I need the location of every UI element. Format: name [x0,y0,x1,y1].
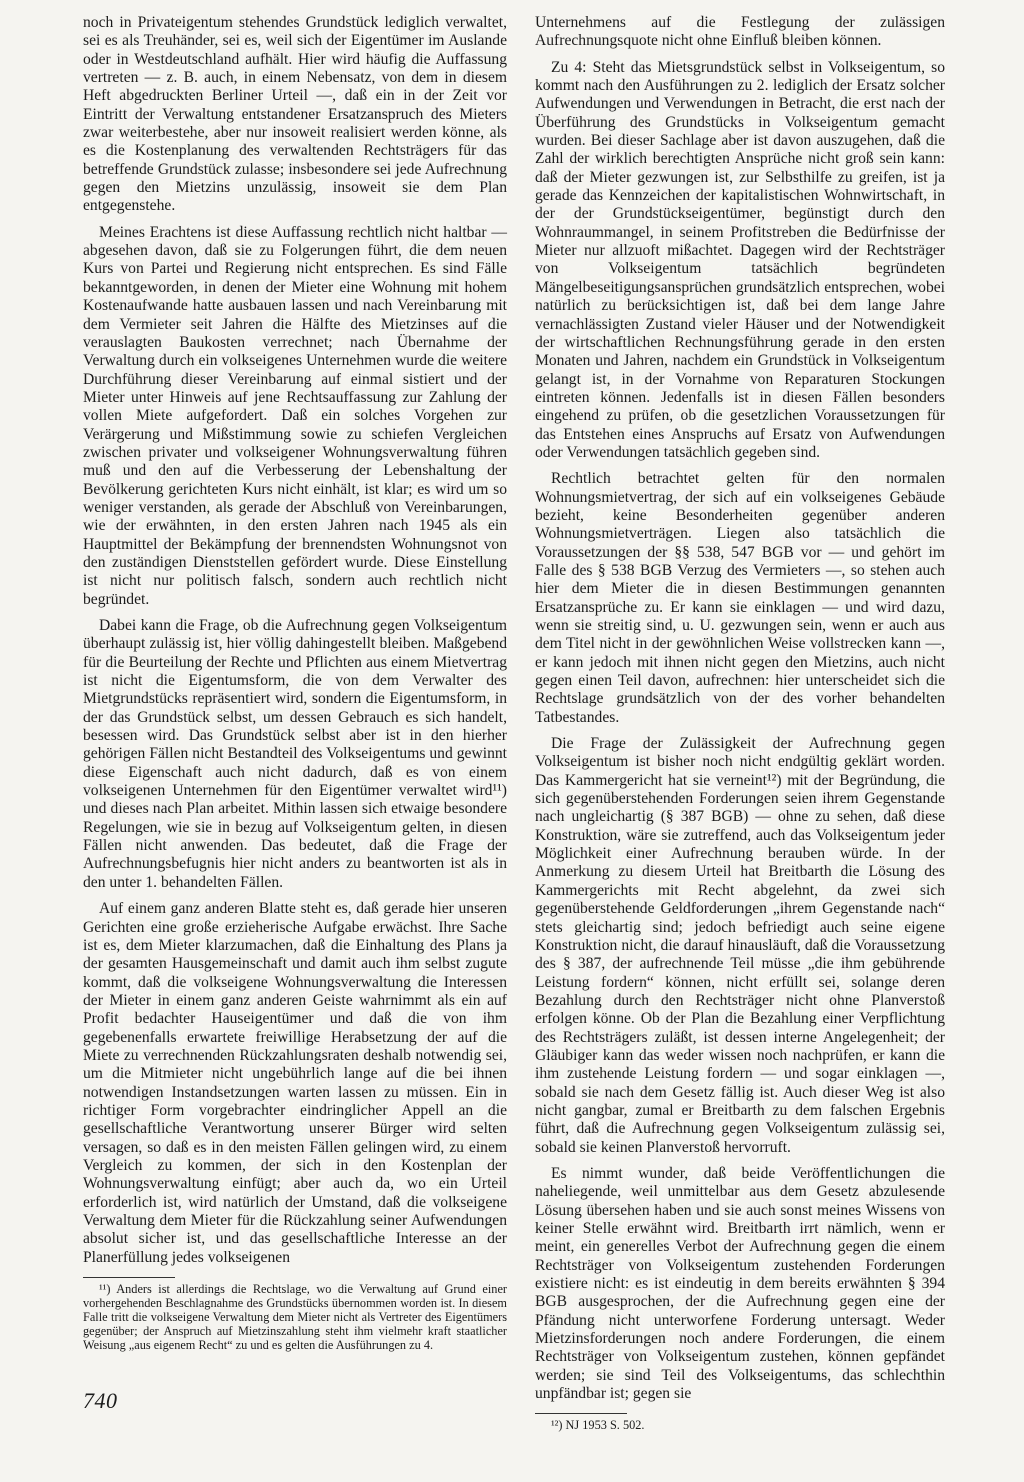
paragraph: Es nimmt wunder, daß beide Veröffentlichungen die naheliegende, weil unmittelbar aus dem Gesetz abzulesende Lösung übersehen haben und sie auch sonst meines Wissens von keiner Stelle erwähnt wird. Breitbarth irrt nämlich, wenn er meint, ein generelles Verbot der Aufrechnung gegen die einem Rechtsträger von Volkseigentum zustehenden Forderungen existiere nicht: es ist eindeutig in dem bereits erwähnten § 394 BGB ausgesprochen, der die Aufrechnung gegen eine der Pfändung nicht unterworfene Forderung untersagt. Weder Mietzinsforderungen noch andere Forderungen, die einem Rechtsträger von Volkseigentum zustehen, können gepfändet werden; sie sind Teil des Volkseigentums, das schlechthin unpfändbar ist; gegen sie [535,1164,945,1403]
paragraph: Meines Erachtens ist diese Auffassung rechtlich nicht haltbar — abgesehen davon, daß sie zu Folgerungen führt, die dem neuen Kurs von Partei und Regierung nicht entsprechen. Es sind Fälle bekanntgeworden, in denen der Mieter eine Wohnung mit hohem Kostenaufwande hatte ausbauen lassen und nach Vereinbarung mit dem Vermieter seit Jahren die Hälfte des Mietzinses auf die verauslagten Baukosten verrechnet; nach Übernahme der Verwaltung durch ein volkseigenes Unternehmen wurde die weitere Durchführung dieser Vereinbarung auf einmal sistiert und der Mieter unter Hinweis auf jene Rechtsauffassung zur Zahlung der vollen Miete aufgefordert. Daß ein solches Vorgehen zur Verärgerung und Mißstimmung sowie zu schiefen Vergleichen zwischen privater und volkseigener Wohnungsverwaltung führen muß und den auf die Verbesserung der Lebenshaltung der Bevölkerung gerichteten Kurs nicht einhält, ist klar; es wird um so weniger verstanden, als gerade der Abschluß von Vereinbarungen, wie der erwähnten, in den ersten Jahren nach 1945 als ein Hauptmittel der Bekämpfung der brennendsten Wohnungsnot von den zuständigen Dienststellen gefördert wurde. Diese Einstellung ist nicht nur politisch falsch, sondern auch rechtlich nicht begründet. [83,223,507,608]
page-number: 740 [83,1388,118,1413]
paragraph: Dabei kann die Frage, ob die Aufrechnung gegen Volkseigentum überhaupt zulässig ist, hier völlig dahingestellt bleiben. Maßgebend für die Beurteilung der Rechte und Pflichten aus einem Mietvertrag ist nicht die Eigentumsform, die von dem Verwalter des Mietgrundstücks repräsentiert wird, sondern die Eigentumsform, in der das Grundstück selbst, um dessen Gebrauch es sich handelt, besessen wird. Das Grundstück selbst aber ist in den hierher gehörigen Fällen nicht Bestandteil des Volkseigentums und gewinnt diese Eigenschaft auch nicht dadurch, daß es von einem volkseigenen Unternehmen für den Eigentümer verwaltet wird¹¹) und dieses nach Plan arbeitet. Mithin lassen sich etwaige besondere Regelungen, wie sie in bezug auf Volkseigentum gelten, in diesen Fällen nicht anwenden. Das bedeutet, daß die Frage der Aufrechnungsbefugnis hier nicht anders zu beantworten ist als in den unter 1. behandelten Fällen. [83,617,507,891]
paragraph: noch in Privateigentum stehendes Grundstück lediglich verwaltet, sei es als Treuhänder, sei es, weil sich der Eigentümer im Auslande oder in Westdeutschland aufhält. Hier wird häufig die Auffassung vertreten — z. B. auch, in einem Nebensatz, von dem in diesem Heft abgedruckten Berliner Urteil —, daß ein in der Zeit vor Eintritt der Verwaltung entstandener Ersatzanspruch des Mieters zwar weiterbestehe, aber nur insoweit realisiert werden könne, als es die Kostenplanung des verwaltenden Rechtsträgers für das betreffende Grundstück zulasse; insbesondere sei jede Aufrechnung gegen den Mietzins unzulässig, insoweit sie dem Plan entgegenstehe. [83,14,507,215]
footnote-divider [535,1413,627,1414]
footnote-11: ¹¹) Anders ist allerdings die Rechtslage, wo die Verwaltung auf Grund einer vorhergehenden Beschlagnahme des Grundstücks übernommen worden ist. In diesem Falle tritt die volkseigene Verwaltung dem Mieter nicht als Vertreter des Eigentümers gegenüber; der Anspruch auf Mietzinszahlung steht ihm vielmehr kraft staatlicher Weisung „aus eigenem Recht“ zu und es gelten die Ausführungen zu 4. [83,1282,507,1353]
paragraph: Rechtlich betrachtet gelten für den normalen Wohnungsmietvertrag, der sich auf ein volkseigenes Gebäude bezieht, keine Besonderheiten gegenüber anderen Wohnungsmietverträgen. Liegen also tatsächlich die Voraussetzungen der §§ 538, 547 BGB vor — und gehört im Falle des § 538 BGB Verzug des Vermieters —, so stehen auch hier dem Mieter die in diesen Bestimmungen genannten Ersatzansprüche zu. Er kann sie einklagen — und wird dazu, wenn sie streitig sind, u. U. gezwungen sein, wenn er auch aus dem Titel nicht in der gewöhnlichen Weise vollstrecken kann —, er kann jedoch mit ihnen nicht gegen den Mietzins, auch nicht gegen einen Teil davon, aufrechnen: hier unterscheidet sich die Rechtslage grundsätzlich von der des vorher behandelten Tatbestandes. [535,470,945,726]
paragraph: Unternehmens auf die Festlegung der zulässigen Aufrechnungsquote nicht ohne Einfluß bleiben können. [535,14,945,50]
paragraph: Zu 4: Steht das Mietsgrundstück selbst in Volkseigentum, so kommt nach den Ausführungen zu 2. lediglich der Ersatz solcher Aufwendungen und Verwendungen in Betracht, die erst nach der Überführung des Grundstücks in Volkseigentum gemacht wurden. Bei dieser Sachlage aber ist davon auszugehen, daß die Zahl der wirklich berechtigten Ansprüche nicht groß sein kann: daß der Mieter gezwungen ist, zur Selbsthilfe zu greifen, ist ja gerade das Kennzeichen der kapitalistischen Wohnwirtschaft, in der der Grundstückseigentümer, begünstigt durch den Wohnraummangel, in seinem Profitstreben die Bedürfnisse der Mieter nur allzuoft mißachtet. Dagegen wird der Rechtsträger von Volkseigentum tatsächlich begründeten Mängelbeseitigungsansprüchen grundsätzlich entsprechen, wobei natürlich zu berücksichtigen ist, daß bei dem lange Jahre vernachlässigten Zustand vieler Häuser und der Notwendigkeit der wirtschaftlichen Rechnungsführung gerade in den ersten Monaten und Jahren, nachdem ein Grundstück in Volkseigentum gelangt ist, in der Vornahme von Reparaturen Stockungen eintreten können. Jedenfalls ist in diesen Fällen besonders eingehend zu prüfen, ob die gesetzlichen Voraussetzungen für das Entstehen eines Anspruchs auf Ersatz von Aufwendungen oder Verwendungen tatsächlich gegeben sind. [535,58,945,461]
footnote-12: ¹²) NJ 1953 S. 502. [551,1418,645,1433]
paragraph: Auf einem ganz anderen Blatte steht es, daß gerade hier unseren Gerichten eine große erzieherische Aufgabe erwächst. Ihre Sache ist es, dem Mieter klarzumachen, daß die Einhaltung des Plans ja der gesamten Hausgemeinschaft und damit auch ihm selbst zugute kommt, daß die volkseigene Wohnungsverwaltung die Interessen der Mieter in einem ganz anderen Geiste wahrnimmt als ein auf Profit bedachter Hauseigentümer und daß die von ihm gegebenenfalls erwartete freiwillige Herabsetzung der auf die Miete zu verrechnenden Rückzahlungsraten deshalb notwendig sei, um die Mitmieter nicht ungebührlich lange auf die bei ihnen notwendigen Instandsetzungen warten lassen zu müssen. Ein in richtiger Form vorgebrachter eindringlicher Appell an die gesellschaftliche Verantwortung unserer Bürger wird selten versagen, so daß es in den meisten Fällen gelingen wird, zu einem Vergleich zu kommen, der sich in den Kostenplan der Wohnungsverwaltung einfügt; aber auch da, wo ein Urteil erforderlich ist, wird natürlich der Umstand, daß die volkseigene Verwaltung dem Mieter für die Rückzahlung seiner Aufwendungen absolut sicher ist, und das gesellschaftliche Interesse an der Planerfüllung jedes volkseigenen [83,900,507,1266]
paragraph: Die Frage der Zulässigkeit der Aufrechnung gegen Volkseigentum ist bisher noch nicht endgültig geklärt worden. Das Kammergericht hat sie verneint¹²) mit der Begründung, die sich gegenüberstehenden Forderungen seien ihrem Gegenstande nach ungleichartig (§ 387 BGB) — ohne zu sehen, daß diese Konstruktion, wäre sie zutreffend, auch das Volkseigentum jeder Möglichkeit einer Aufrechnung berauben würde. In der Anmerkung zu diesem Urteil hat Breitbarth die Lösung des Kammergerichts mit Recht abgelehnt, da zwei sich gegenüberstehende Geldforderungen „ihrem Gegenstande nach“ stets gleichartig sind; jedoch befriedigt auch seine eigene Konstruktion nicht, die darauf hinausläuft, daß die Voraussetzung des § 387, der aufrechnende Teil müsse „die ihm gebührende Leistung fordern“ können, nicht erfüllt sei, solange deren Bezahlung durch den Rechtsträger nicht ohne Planverstoß erfolgen könne. Ob der Plan die Bezahlung einer Verpflichtung des Rechtsträgers zuläßt, ist dessen interne Angelegenheit; der Gläubiger kann das weder wissen noch nachprüfen, er kann die ihm zustehende Leistung fordern — und sogar einklagen —, sobald sie nach dem Gesetz fällig ist. Auch dieser Weg ist also nicht gangbar, zumal er Breitbarth zu dem falschen Ergebnis führt, daß die Aufrechnung gegen Volkseigentum zulässig sei, sobald sie keinen Planverstoß hervorruft. [535,735,945,1156]
right-column [535,14,945,1441]
footnote-divider [83,1277,175,1278]
left-column [83,14,507,1361]
